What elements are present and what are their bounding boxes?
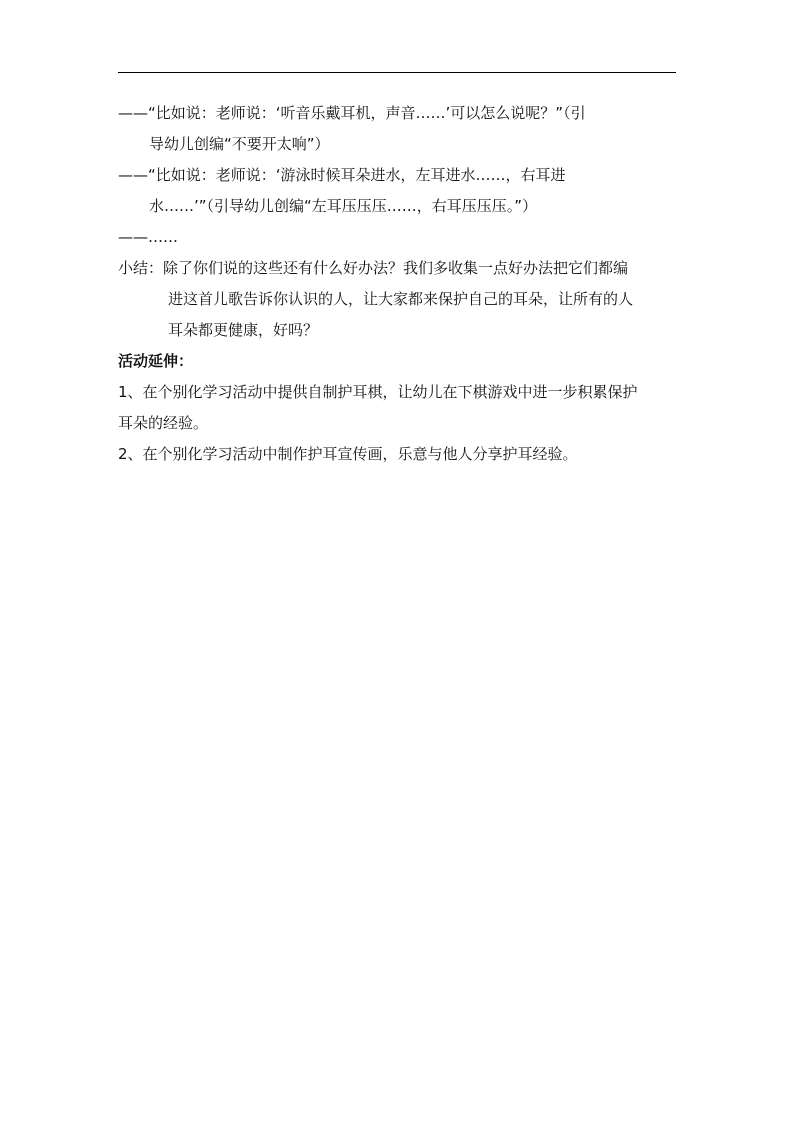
dialogue-line-1: ——“比如说：老师说：‘听音乐戴耳机，声音……’可以怎么说呢？”（引 — [118, 104, 586, 122]
dialogue-line-1-continued: 导幼儿创编“不要开太响”） — [149, 135, 330, 153]
extension-item-1-continued: 耳朵的经验。 — [118, 414, 209, 432]
ellipsis-line: ——…… — [118, 228, 178, 246]
header-rule — [118, 72, 676, 73]
extension-heading: 活动延伸： — [118, 352, 194, 370]
summary-line-continued-2: 耳朵都更健康，好吗？ — [168, 321, 319, 339]
document-body — [118, 98, 678, 470]
dialogue-line-2: ——“比如说：老师说：‘游泳时候耳朵进水，左耳进水……，右耳进 — [118, 166, 566, 184]
summary-line-continued-1: 进这首儿歌告诉你认识的人，让大家都来保护自己的耳朵，让所有的人 — [168, 290, 634, 308]
summary-line: 小结：除了你们说的这些还有什么好办法？我们多收集一点好办法把它们都编 — [118, 259, 629, 277]
dialogue-line-2-continued: 水……’”（引导幼儿创编“左耳压压压……，右耳压压压。”） — [149, 197, 538, 215]
extension-item-1: 1、在个别化学习活动中提供自制护耳棋，让幼儿在下棋游戏中进一步积累保护 — [118, 383, 638, 401]
extension-item-2: 2、在个别化学习活动中制作护耳宣传画，乐意与他人分享护耳经验。 — [118, 445, 578, 463]
